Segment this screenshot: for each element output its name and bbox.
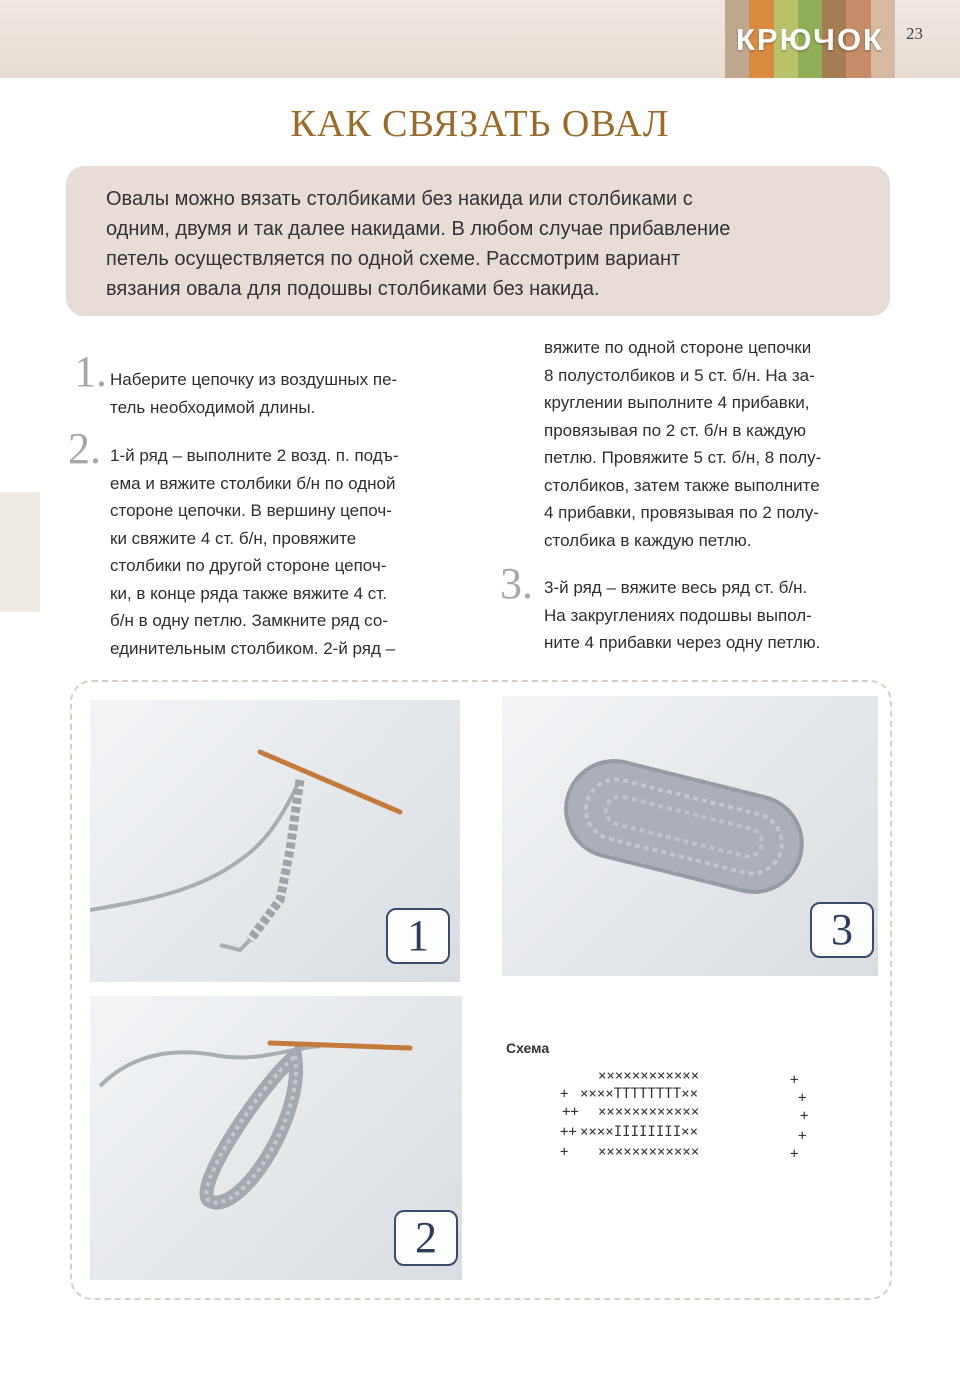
svg-text:+: +	[798, 1128, 807, 1144]
scheme-left-rounding	[560, 1086, 579, 1160]
scheme-row: ××××××××××××	[598, 1144, 700, 1160]
step-line: На закруглениях подошвы выпол-	[544, 605, 812, 625]
step-line: провязывая по 2 ст. б/н в каждую	[544, 420, 806, 440]
crochet-scheme	[500, 1060, 830, 1185]
scheme-label: Схема	[506, 1040, 550, 1056]
step-line: вяжите по одной стороне цепочки	[544, 338, 812, 357]
photo-step-2	[90, 996, 462, 1280]
intro-text	[106, 184, 876, 304]
photo-label: 2	[394, 1210, 458, 1266]
step-2-continued-text	[544, 334, 890, 554]
svg-text:+: +	[798, 1090, 807, 1106]
intro-line: вязания овала для подошвы столбиками без накида.	[106, 278, 600, 300]
step-line: столбики по другой стороне цепоч-	[110, 556, 387, 575]
step-line: б/н в одну петлю. Замкните ряд со-	[110, 611, 388, 630]
page-edge-tab	[0, 492, 40, 612]
page-number: 23	[906, 24, 923, 43]
step-line: 1-й ряд – выполните 2 возд. п. подъ-	[110, 446, 399, 465]
step-3-number: 3.	[500, 559, 533, 608]
photo-label: 1	[386, 908, 450, 964]
svg-text:+: +	[790, 1072, 799, 1088]
step-line: ема и вяжите столбики б/н по одной	[110, 473, 396, 493]
step-line: ните 4 прибавки через одну петлю.	[544, 633, 821, 652]
svg-text:+: +	[560, 1144, 569, 1160]
step-line: тель необходимой длины.	[110, 397, 316, 417]
scheme-right-rounding	[790, 1072, 808, 1162]
step-line: столбика в каждую петлю.	[544, 530, 752, 550]
step-line: 3-й ряд – вяжите весь ряд ст. б/н.	[544, 578, 808, 597]
intro-line: петель осуществляется по одной схеме. Рассмотрим вариант	[106, 248, 681, 270]
step-line: единительным столбиком. 2-й ряд –	[110, 638, 396, 658]
svg-text:++: ++	[562, 1104, 579, 1120]
step-1-text	[110, 366, 462, 421]
step-line: Наберите цепочку из воздушных пе-	[110, 370, 398, 389]
section-label: КРЮЧОК	[736, 22, 884, 57]
step-line: ки, в конце ряда также вяжите 4 ст.	[110, 583, 387, 603]
intro-line: одним, двумя и так далее накидами. В любом случае прибавление	[106, 218, 731, 240]
step-line: ки свяжите 4 ст. б/н, провяжите	[110, 528, 357, 548]
step-line: круглении выполните 4 прибавки,	[544, 393, 810, 412]
svg-text:+: +	[560, 1086, 569, 1102]
intro-line: Овалы можно вязать столбиками без накида или столбиками с	[106, 188, 693, 210]
step-2-text	[110, 442, 462, 662]
scheme-diagram	[500, 1060, 830, 1180]
svg-text:+: +	[790, 1146, 799, 1162]
photo-step-3	[502, 696, 878, 976]
scheme-row: ××××××××××××	[598, 1068, 700, 1084]
scheme-row: ××××TTTTTTTT××	[580, 1086, 699, 1102]
photo-label: 3	[810, 902, 874, 958]
step-line: стороне цепочки. В вершину цепоч-	[110, 501, 392, 520]
step-1-number: 1.	[74, 347, 107, 396]
step-2-number: 2.	[68, 424, 101, 473]
photo-step-1	[90, 700, 460, 982]
scheme-row: ××××××××××××	[598, 1104, 700, 1120]
step-line: петлю. Провяжите 5 ст. б/н, 8 полу-	[544, 448, 822, 467]
scheme-row: ××××IIIIIIII××	[580, 1124, 699, 1140]
step-3-text	[544, 574, 890, 657]
step-line: 8 полустолбиков и 5 ст. б/н. На за-	[544, 365, 815, 385]
step-line: столбиков, затем также выполните	[544, 475, 820, 495]
step-line: 4 прибавки, провязывая по 2 полу-	[544, 503, 819, 522]
page-title: КАК СВЯЗАТЬ ОВАЛ	[290, 103, 670, 145]
svg-text:++: ++	[560, 1124, 577, 1140]
svg-text:+: +	[800, 1108, 809, 1124]
